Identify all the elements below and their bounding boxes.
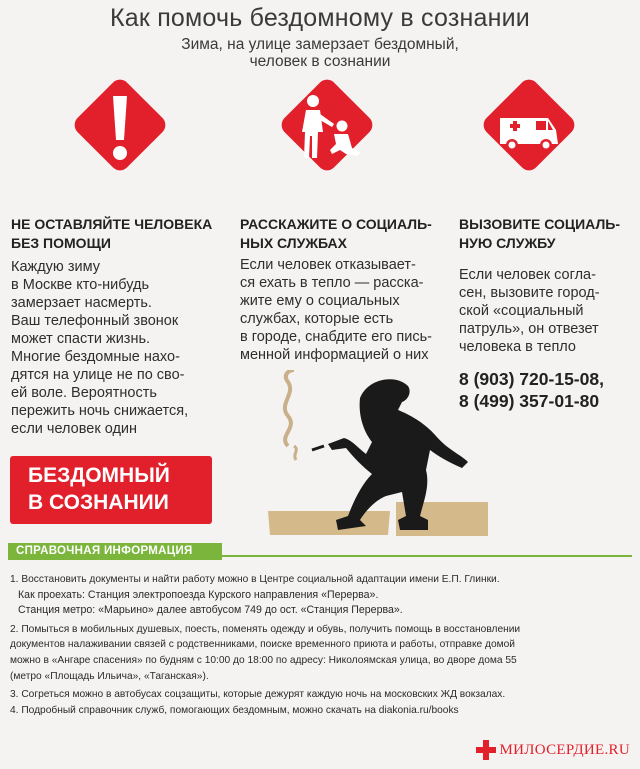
text-line: Ваш телефонный звонок — [11, 313, 179, 329]
reference-item-2-line: документов налаживании связей с родственниками, поиске временного приюта и работы, отправке домой — [10, 639, 515, 651]
text-line: патруль», он отвезет — [459, 321, 599, 337]
column-heading-3 — [459, 215, 620, 253]
smoke-trail — [285, 370, 294, 446]
text-line: ской «социальный — [459, 303, 584, 319]
heading-line: НЫХ СЛУЖБАХ — [240, 235, 347, 251]
reference-section-header: СПРАВОЧНАЯ ИНФОРМАЦИЯ — [8, 543, 222, 560]
column-text-2 — [240, 256, 432, 364]
homeless-conscious-badge — [10, 456, 212, 524]
phone-number[interactable]: 8 (903) 720-15-08, — [459, 369, 604, 389]
text-line: Если человек согла- — [459, 267, 596, 283]
reference-item-3: 3. Согреться можно в автобусах соцзащиты, которые дежурят каждую ночь на московских ЖД вокзалах. — [10, 689, 506, 701]
text-line: службах, которые есть — [240, 311, 394, 327]
text-line: если человек один — [11, 421, 138, 437]
footer-site-name: МИЛОСЕРДИЕ.RU — [499, 741, 630, 758]
smoke-trail — [294, 446, 296, 460]
reference-item-4[interactable]: 4. Подробный справочник служб, помогающих бездомным, можно скачать на diakonia.ru/books — [10, 704, 459, 716]
text-line: дятся на улице не по сво- — [11, 367, 185, 383]
subtitle-line: человек в сознании — [249, 53, 391, 70]
column-heading-2 — [240, 215, 432, 253]
reference-item-1: 1. Восстановить документы и найти работу можно в Центре социальной адаптации имени Е.П. Глинки. — [10, 574, 500, 585]
column-text-3 — [459, 266, 600, 356]
reference-item-1-metro: Станция метро: «Марьино» далее автобусом 749 до ост. «Станция Перерва». — [18, 604, 403, 617]
text-line: жите ему о социальных — [240, 293, 400, 309]
text-line: Каждую зиму — [11, 259, 100, 275]
subtitle-line: Зима, на улице замерзает бездомный, — [181, 36, 459, 53]
heading-line: НЕ ОСТАВЛЯЙТЕ ЧЕЛОВЕКА — [11, 216, 213, 232]
page-subtitle — [0, 36, 640, 70]
page-title: Как помочь бездомному в сознании — [110, 4, 530, 32]
heading-line: БЕЗ ПОМОЩИ — [11, 235, 111, 251]
heading-line: ВЫЗОВИТЕ СОЦИАЛЬ- — [459, 216, 621, 232]
text-line: в городе, снабдите его пись- — [240, 329, 432, 345]
text-line: человека в тепло — [459, 339, 576, 355]
red-cross-icon — [476, 740, 496, 760]
exclamation-icon — [61, 66, 179, 184]
text-line: пережить ночь снижается, — [11, 403, 189, 419]
text-line: замерзает насмерть. — [11, 295, 152, 311]
section-divider — [214, 555, 632, 557]
text-line: в Москве кто-нибудь — [11, 277, 150, 293]
cigarette — [312, 446, 324, 450]
text-line: может спасти жизнь. — [11, 331, 151, 347]
text-line: менной информацией о них — [240, 347, 429, 363]
text-line: ей воле. Вероятность — [11, 385, 157, 401]
reference-item-2-line: можно в «Ангаре спасения» по будням с 10:00 до 18:00 по адресу: Николоямская улица, во дворе дома 55 — [10, 654, 517, 666]
cardboard-sheet — [268, 511, 390, 535]
reference-item-1-route: Как проехать: Станция электропоезда Курского направления «Перерва». — [18, 588, 379, 601]
column-text-1 — [11, 258, 188, 438]
phone-number[interactable]: 8 (499) 357-01-80 — [459, 391, 600, 411]
heading-line: РАССКАЖИТЕ О СОЦИАЛЬ- — [240, 216, 432, 232]
text-line: Многие бездомные нахо- — [11, 349, 180, 365]
reference-item-2-line: (метро «Площадь Ильича», «Таганская»). — [10, 670, 209, 682]
badge-line: В СОЗНАНИИ — [28, 491, 169, 514]
column-heading-1 — [11, 215, 212, 253]
text-line: Если человек отказывает- — [240, 257, 416, 273]
heading-line: НУЮ СЛУЖБУ — [459, 235, 556, 251]
text-line: ся ехать в тепло — расска- — [240, 275, 424, 291]
text-line: сен, вызовите город- — [459, 285, 600, 301]
helping-person-icon — [268, 66, 386, 184]
van-icon — [470, 66, 588, 184]
badge-line: БЕЗДОМНЫЙ — [28, 464, 170, 487]
footer-logo[interactable] — [476, 738, 630, 762]
reference-info — [10, 572, 635, 718]
reference-item-2-line: 2. Помыться в мобильных душевых, поесть, поменять одежду и обувь, получить помощь в восстановлении — [10, 623, 521, 635]
homeless-person-illustration — [248, 370, 608, 542]
